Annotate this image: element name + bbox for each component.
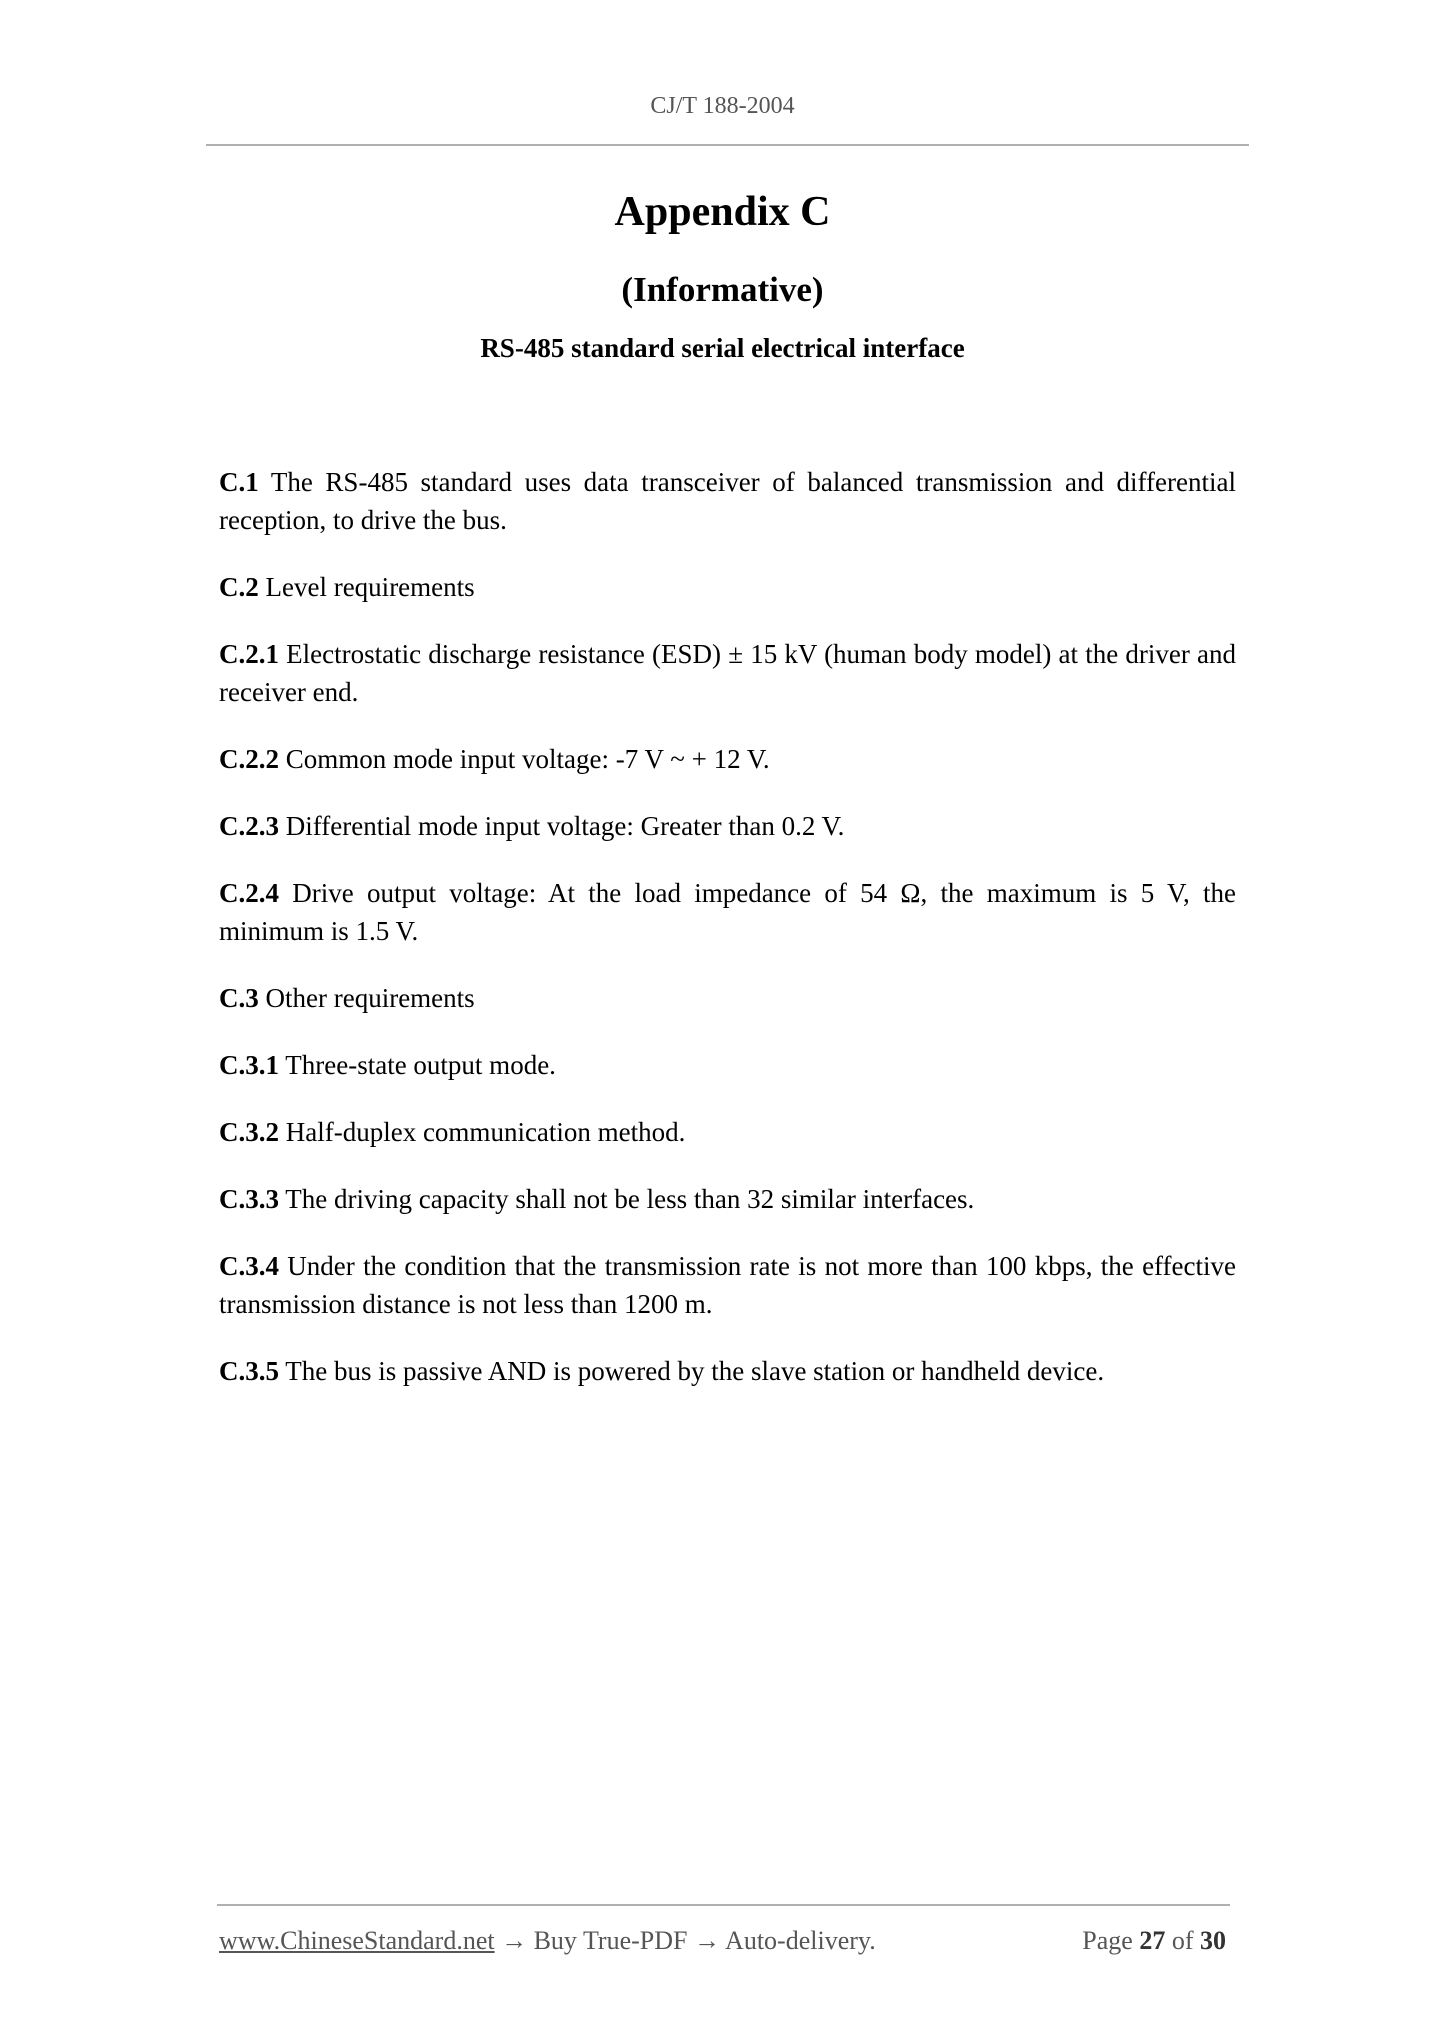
clause-text: Common mode input voltage: -7 V ~ + 12 V. bbox=[279, 744, 770, 774]
clause-number: C.2.2 bbox=[219, 744, 279, 774]
clause-c-2-1 bbox=[219, 635, 1236, 711]
clause-c-1 bbox=[219, 463, 1236, 539]
footer bbox=[219, 1926, 1226, 1956]
clause-number: C.2 bbox=[219, 572, 259, 602]
clause-number: C.3.5 bbox=[219, 1356, 279, 1386]
clause-number: C.3.1 bbox=[219, 1050, 279, 1080]
clause-text: Drive output voltage: At the load impedance of 54 Ω, the maximum is 5 V, the minimum is 1.5 V. bbox=[219, 878, 1236, 946]
current-page: 27 bbox=[1139, 1926, 1166, 1955]
clause-c-2-4 bbox=[219, 874, 1236, 950]
clause-text: The RS-485 standard uses data transceiver of balanced transmission and differential reception, to drive the bus. bbox=[219, 467, 1236, 535]
clause-text: Half-duplex communication method. bbox=[279, 1117, 686, 1147]
appendix-heading: RS-485 standard serial electrical interface bbox=[480, 333, 965, 363]
clause-number: C.3 bbox=[219, 983, 259, 1013]
clause-number: C.2.4 bbox=[219, 878, 279, 908]
clause-c-3-2 bbox=[219, 1113, 1236, 1151]
clause-text: Under the condition that the transmission rate is not more than 100 kbps, the effective transmission distance is not less than 1200 m. bbox=[219, 1251, 1236, 1319]
clause-number: C.2.1 bbox=[219, 639, 279, 669]
page-label: Page bbox=[1082, 1926, 1140, 1955]
promo-text: → Buy True-PDF → Auto-delivery. bbox=[494, 1926, 876, 1955]
clause-number: C.3.4 bbox=[219, 1251, 279, 1281]
clause-number: C.3.3 bbox=[219, 1184, 279, 1214]
clause-list bbox=[219, 463, 1236, 1419]
clause-c-2-2 bbox=[219, 740, 1236, 778]
clause-c-3-1 bbox=[219, 1046, 1236, 1084]
footer-promo bbox=[219, 1926, 876, 1956]
clause-c-3-3 bbox=[219, 1180, 1236, 1218]
clause-text: Differential mode input voltage: Greater than 0.2 V. bbox=[279, 811, 845, 841]
clause-number: C.3.2 bbox=[219, 1117, 279, 1147]
page-title: Appendix C bbox=[614, 189, 831, 235]
website-link[interactable]: www.ChineseStandard.net bbox=[219, 1926, 495, 1955]
clause-c-2 bbox=[219, 568, 1236, 606]
page-number bbox=[1082, 1926, 1226, 1956]
appendix-type: (Informative) bbox=[621, 270, 824, 309]
header-divider bbox=[206, 144, 1249, 146]
clause-c-3-4 bbox=[219, 1247, 1236, 1323]
clause-text: Electrostatic discharge resistance (ESD) ± 15 kV (human body model) at the driver and receiver end. bbox=[219, 639, 1236, 707]
clause-c-3 bbox=[219, 979, 1236, 1017]
clause-c-2-3 bbox=[219, 807, 1236, 845]
clause-text: Level requirements bbox=[258, 572, 475, 602]
of-label: of bbox=[1165, 1926, 1200, 1955]
clause-text: Three-state output mode. bbox=[279, 1050, 556, 1080]
document-code-header: CJ/T 188-2004 bbox=[650, 93, 795, 119]
total-pages: 30 bbox=[1200, 1926, 1226, 1955]
clause-text: The bus is passive AND is powered by the slave station or handheld device. bbox=[279, 1356, 1105, 1386]
footer-divider bbox=[217, 1904, 1230, 1906]
clause-text: The driving capacity shall not be less than 32 similar interfaces. bbox=[279, 1184, 975, 1214]
clause-c-3-5 bbox=[219, 1352, 1236, 1390]
clause-number: C.2.3 bbox=[219, 811, 279, 841]
clause-text: Other requirements bbox=[258, 983, 475, 1013]
clause-number: C.1 bbox=[219, 467, 259, 497]
